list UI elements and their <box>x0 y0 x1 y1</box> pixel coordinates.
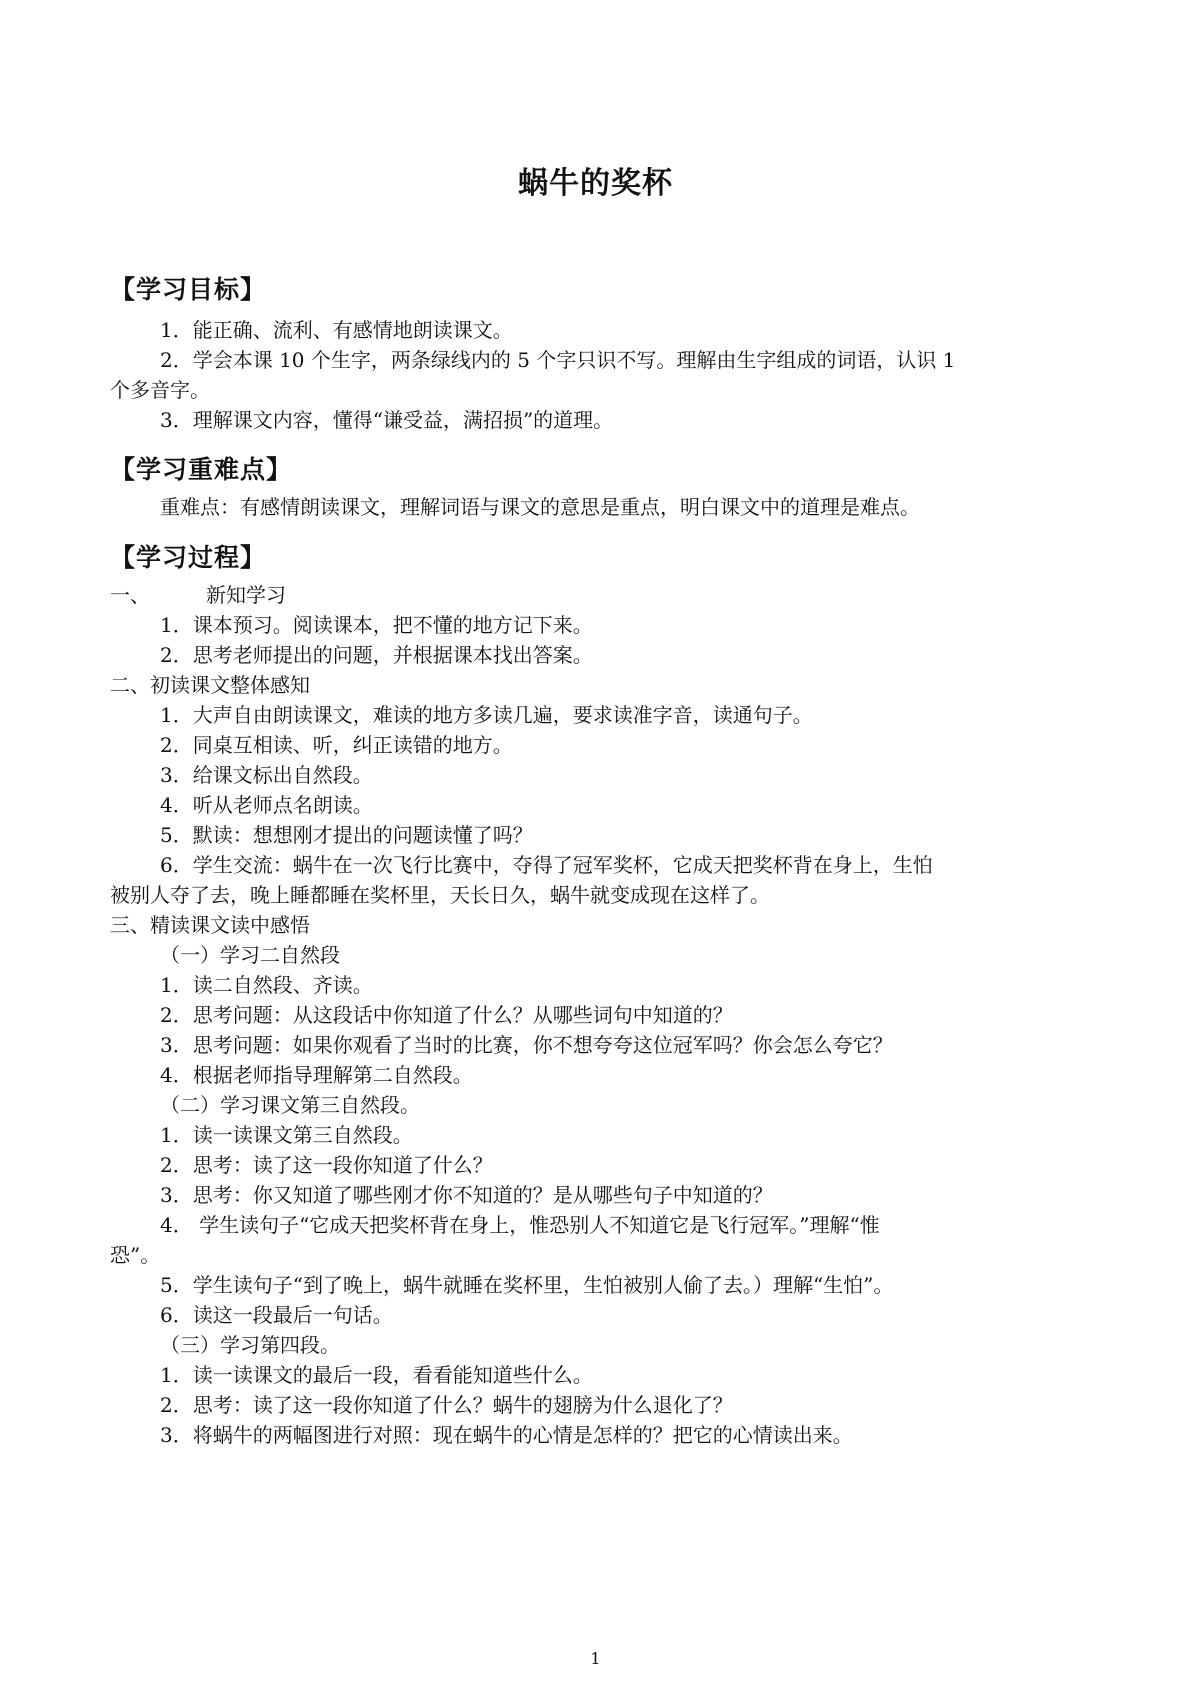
process-line: 3．思考：你又知道了哪些刚才你不知道的？是从哪些句子中知道的？ <box>160 1183 773 1207</box>
process-line: 2．同桌互相读、听，纠正读错的地方。 <box>160 733 513 757</box>
goals-heading: 【学习目标】 <box>110 275 267 304</box>
key-points-text: 重难点：有感情朗读课文，理解词语与课文的意思是重点，明白课文中的道理是难点。 <box>160 495 920 519</box>
process-line: 2．思考老师提出的问题，并根据课本找出答案。 <box>160 643 593 667</box>
process-line <box>110 585 286 605</box>
process-line: 5．默读：想想刚才提出的问题读懂了吗？ <box>160 823 533 847</box>
section-title: 新知学习 <box>206 583 286 607</box>
page-number: 1 <box>590 1649 601 1668</box>
process-line: 4．听从老师点名朗读。 <box>160 793 373 817</box>
process-line: 恐”。 <box>110 1243 161 1267</box>
process-line: 4．根据老师指导理解第二自然段。 <box>160 1063 473 1087</box>
process-line: （三）学习第四段。 <box>160 1333 340 1357</box>
process-line: 3．将蜗牛的两幅图进行对照：现在蜗牛的心情是怎样的？把它的心情读出来。 <box>160 1423 853 1447</box>
page-title: 蜗牛的奖杯 <box>518 166 673 201</box>
process-line: 二、初读课文整体感知 <box>110 673 310 697</box>
process-line: （二）学习课文第三自然段。 <box>160 1093 420 1117</box>
goal-line: 2．学会本课 10 个生字，两条绿线内的 5 个字只识不写。理解由生字组成的词语，认识 1 <box>160 348 956 372</box>
process-heading: 【学习过程】 <box>110 543 267 572</box>
process-line: 1．读一读课文第三自然段。 <box>160 1123 413 1147</box>
key-points-heading: 【学习重难点】 <box>110 455 293 484</box>
process-line: （一）学习二自然段 <box>160 943 340 967</box>
process-line: 1．读一读课文的最后一段，看看能知道些什么。 <box>160 1363 593 1387</box>
process-line: 6．读这一段最后一句话。 <box>160 1303 393 1327</box>
goal-line: 3．理解课文内容，懂得“谦受益，满招损”的道理。 <box>160 408 614 432</box>
process-line: 4． 学生读句子“它成天把奖杯背在身上，惟恐别人不知道它是飞行冠军。”理解“惟 <box>160 1213 880 1237</box>
process-line: 1．读二自然段、齐读。 <box>160 973 373 997</box>
process-line: 5．学生读句子“到了晚上，蜗牛就睡在奖杯里，生怕被别人偷了去。）理解“生怕”。 <box>160 1273 894 1297</box>
process-line: 1．课本预习。阅读课本，把不懂的地方记下来。 <box>160 613 593 637</box>
process-line: 6．学生交流：蜗牛在一次飞行比赛中，夺得了冠军奖杯，它成天把奖杯背在身上，生怕 <box>160 853 933 877</box>
process-line: 1．大声自由朗读课文，难读的地方多读几遍，要求读准字音，读通句子。 <box>160 703 813 727</box>
process-line: 2．思考：读了这一段你知道了什么？蜗牛的翅膀为什么退化了？ <box>160 1393 733 1417</box>
goal-line: 1．能正确、流利、有感情地朗读课文。 <box>160 318 513 342</box>
process-line: 被别人夺了去，晚上睡都睡在奖杯里，天长日久，蜗牛就变成现在这样了。 <box>110 883 770 907</box>
process-line: 3．思考问题：如果你观看了当时的比赛，你不想夸夸这位冠军吗？你会怎么夸它？ <box>160 1033 893 1057</box>
process-line: 2．思考：读了这一段你知道了什么？ <box>160 1153 493 1177</box>
process-line: 三、精读课文读中感悟 <box>110 913 310 937</box>
process-line: 2．思考问题：从这段话中你知道了什么？从哪些词句中知道的？ <box>160 1003 733 1027</box>
goal-line: 个多音字。 <box>110 378 210 402</box>
process-line: 3．给课文标出自然段。 <box>160 763 373 787</box>
section-number: 一、 <box>110 583 150 607</box>
